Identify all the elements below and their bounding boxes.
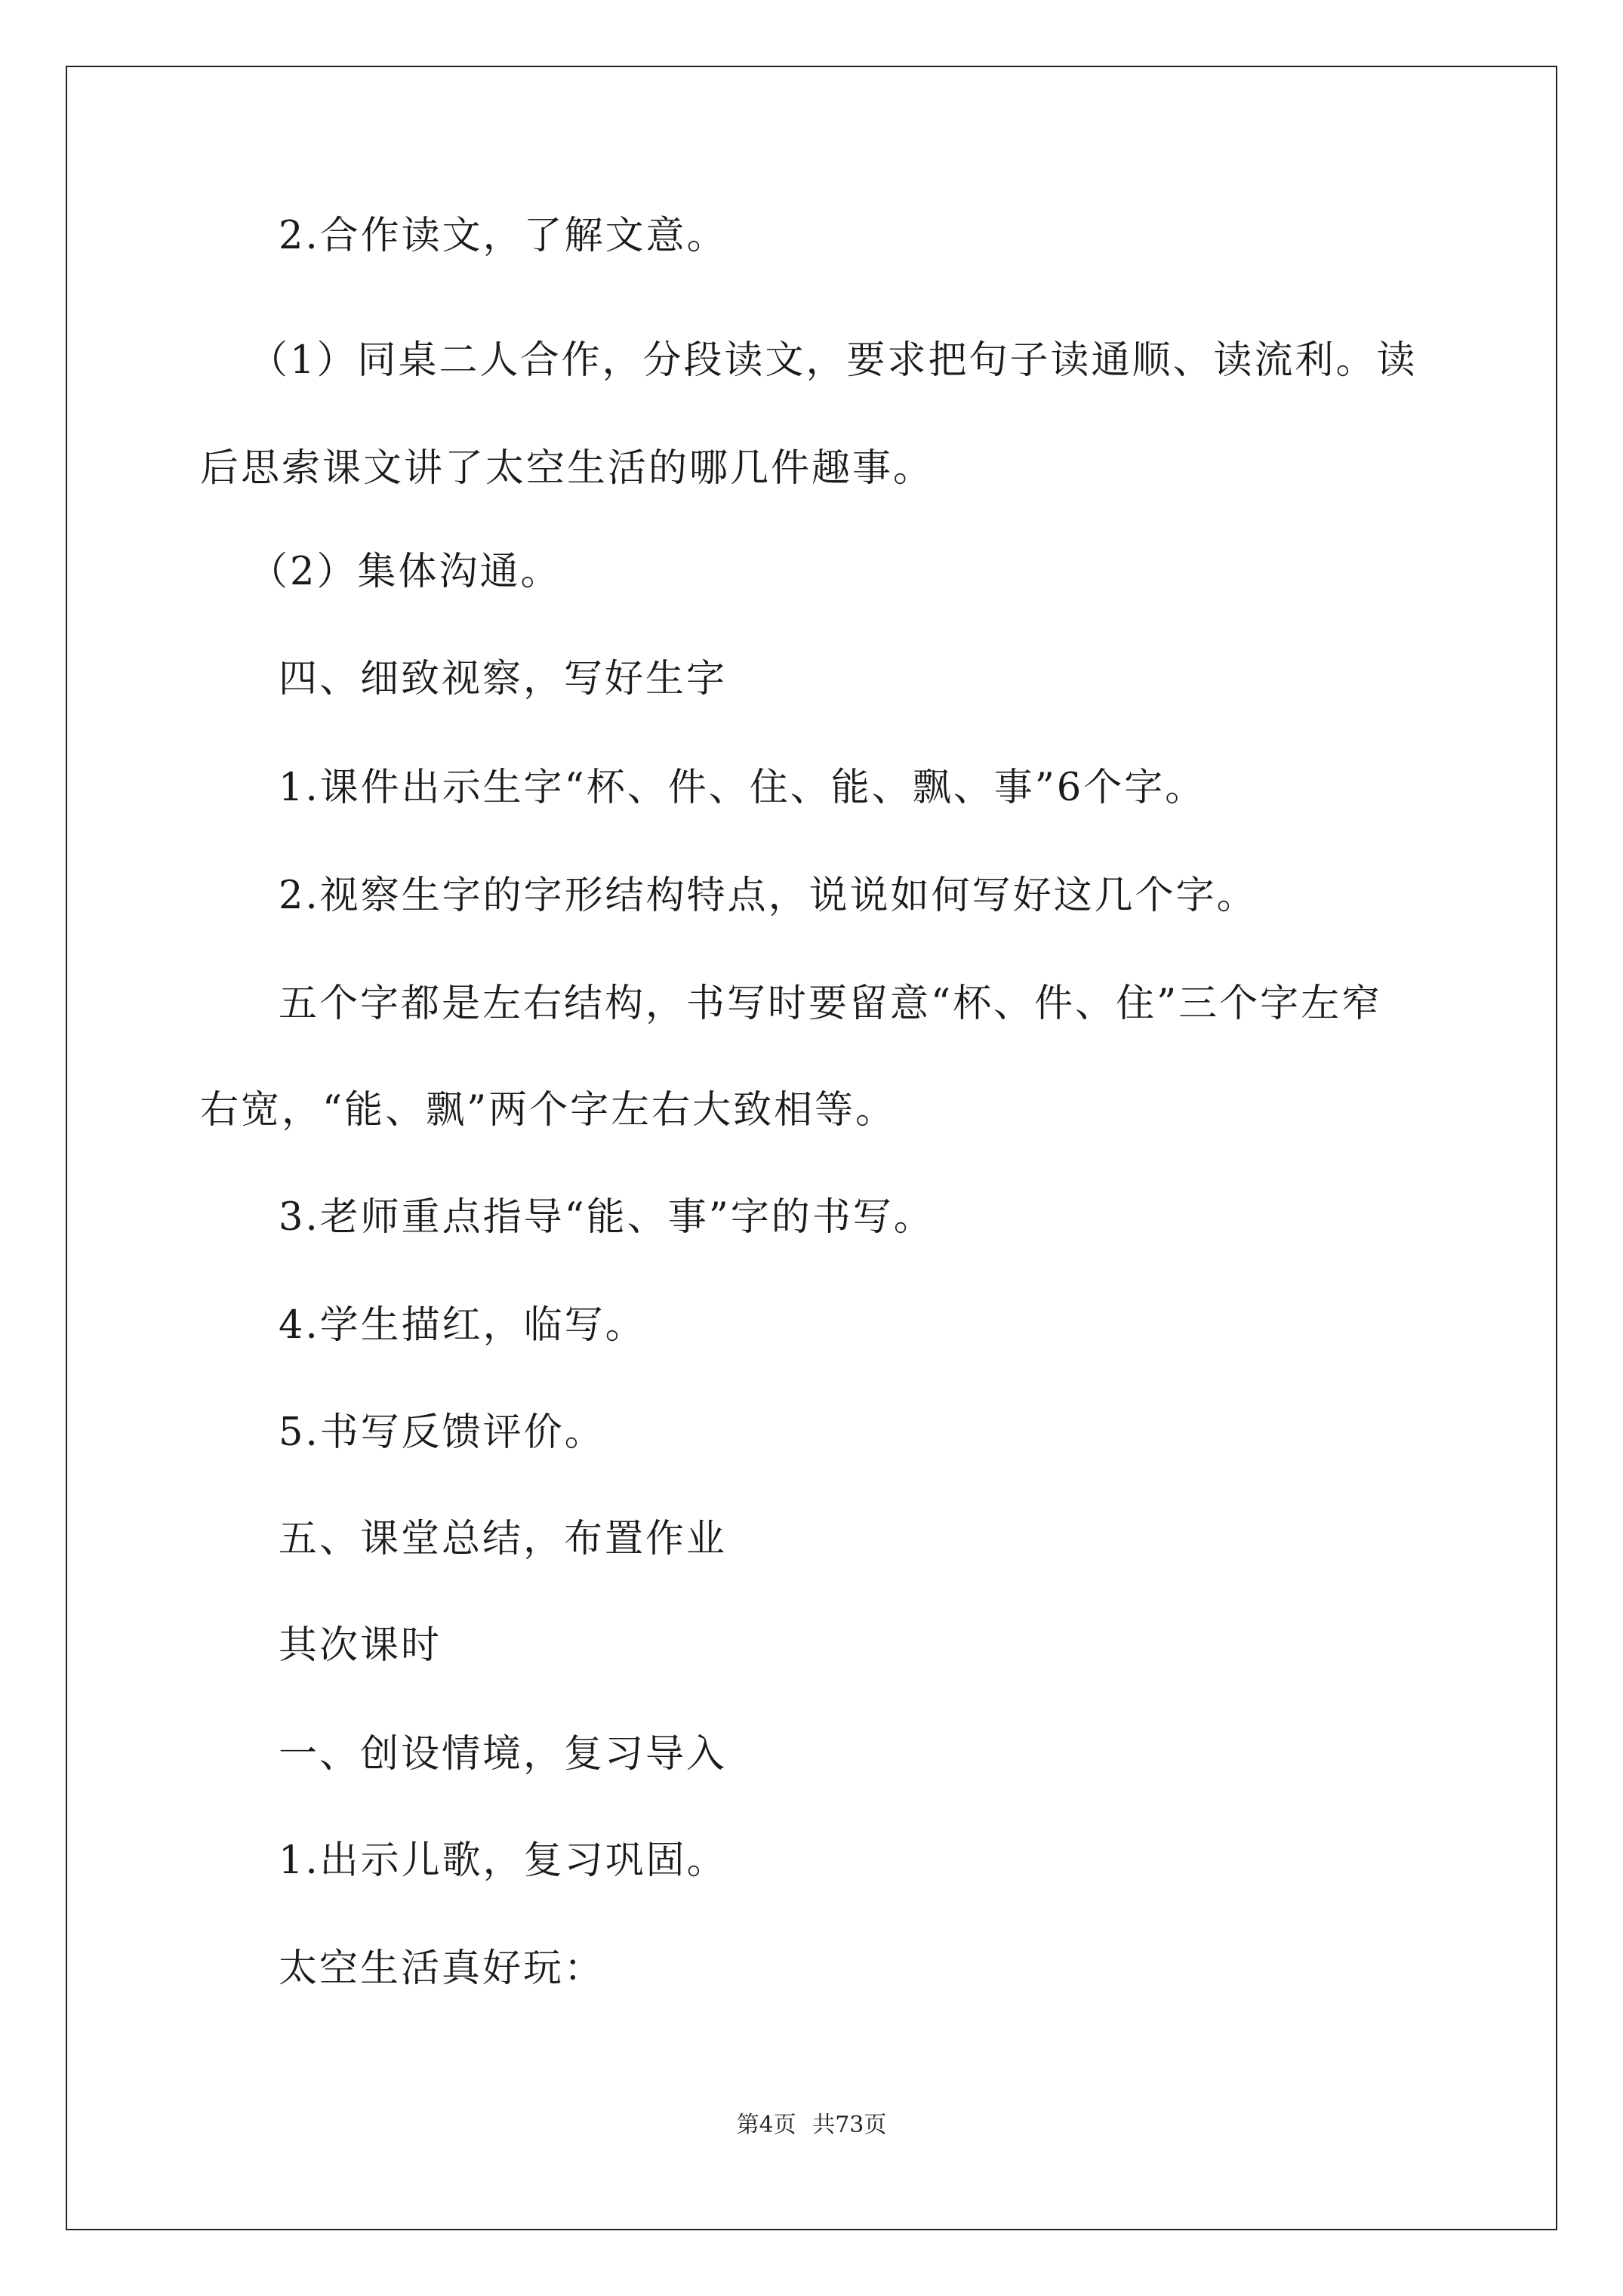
heading-second-lesson: 其次课时 (279, 1623, 442, 1668)
text-line-2: （1）同桌二人合作，分段读文，要求把句子读通顺、读流利。读 (249, 338, 1418, 383)
text-line-1: 2.合作读文，了解文意。 (279, 214, 728, 258)
text-line-17: 太空生活真好玩： (279, 1946, 605, 1991)
page-border (66, 66, 1557, 2230)
heading-section-4: 四、细致视察，写好生字 (279, 657, 728, 701)
text-line-16: 1.出示儿歌，复习巩固。 (279, 1838, 728, 1883)
text-line-4: （2）集体沟通。 (249, 550, 562, 594)
text-line-3: 后思索课文讲了太空生活的哪几件趣事。 (200, 446, 935, 491)
heading-section-1: 一、创设情境，复习导入 (279, 1732, 728, 1777)
text-line-12: 5.书写反馈评价。 (279, 1410, 605, 1455)
page-number: 第4页 (736, 2112, 796, 2138)
text-line-10: 3.老师重点指导“能、事”字的书写。 (279, 1195, 935, 1240)
text-line-6: 1.课件出示生字“杯、件、住、能、飘、事”6个字。 (279, 766, 1206, 810)
page-footer (0, 2112, 1623, 2139)
text-line-8: 五个字都是左右结构，书写时要留意“杯、件、住”三个字左窄 (279, 982, 1383, 1026)
text-line-11: 4.学生描红，临写。 (279, 1303, 646, 1348)
text-line-9: 右宽，“能、飘”两个字左右大致相等。 (200, 1088, 897, 1133)
page-total: 共73页 (812, 2112, 887, 2138)
heading-section-5: 五、课堂总结，布置作业 (279, 1517, 728, 1561)
text-line-7: 2.视察生字的字形结构特点，说说如何写好这几个字。 (279, 874, 1258, 918)
